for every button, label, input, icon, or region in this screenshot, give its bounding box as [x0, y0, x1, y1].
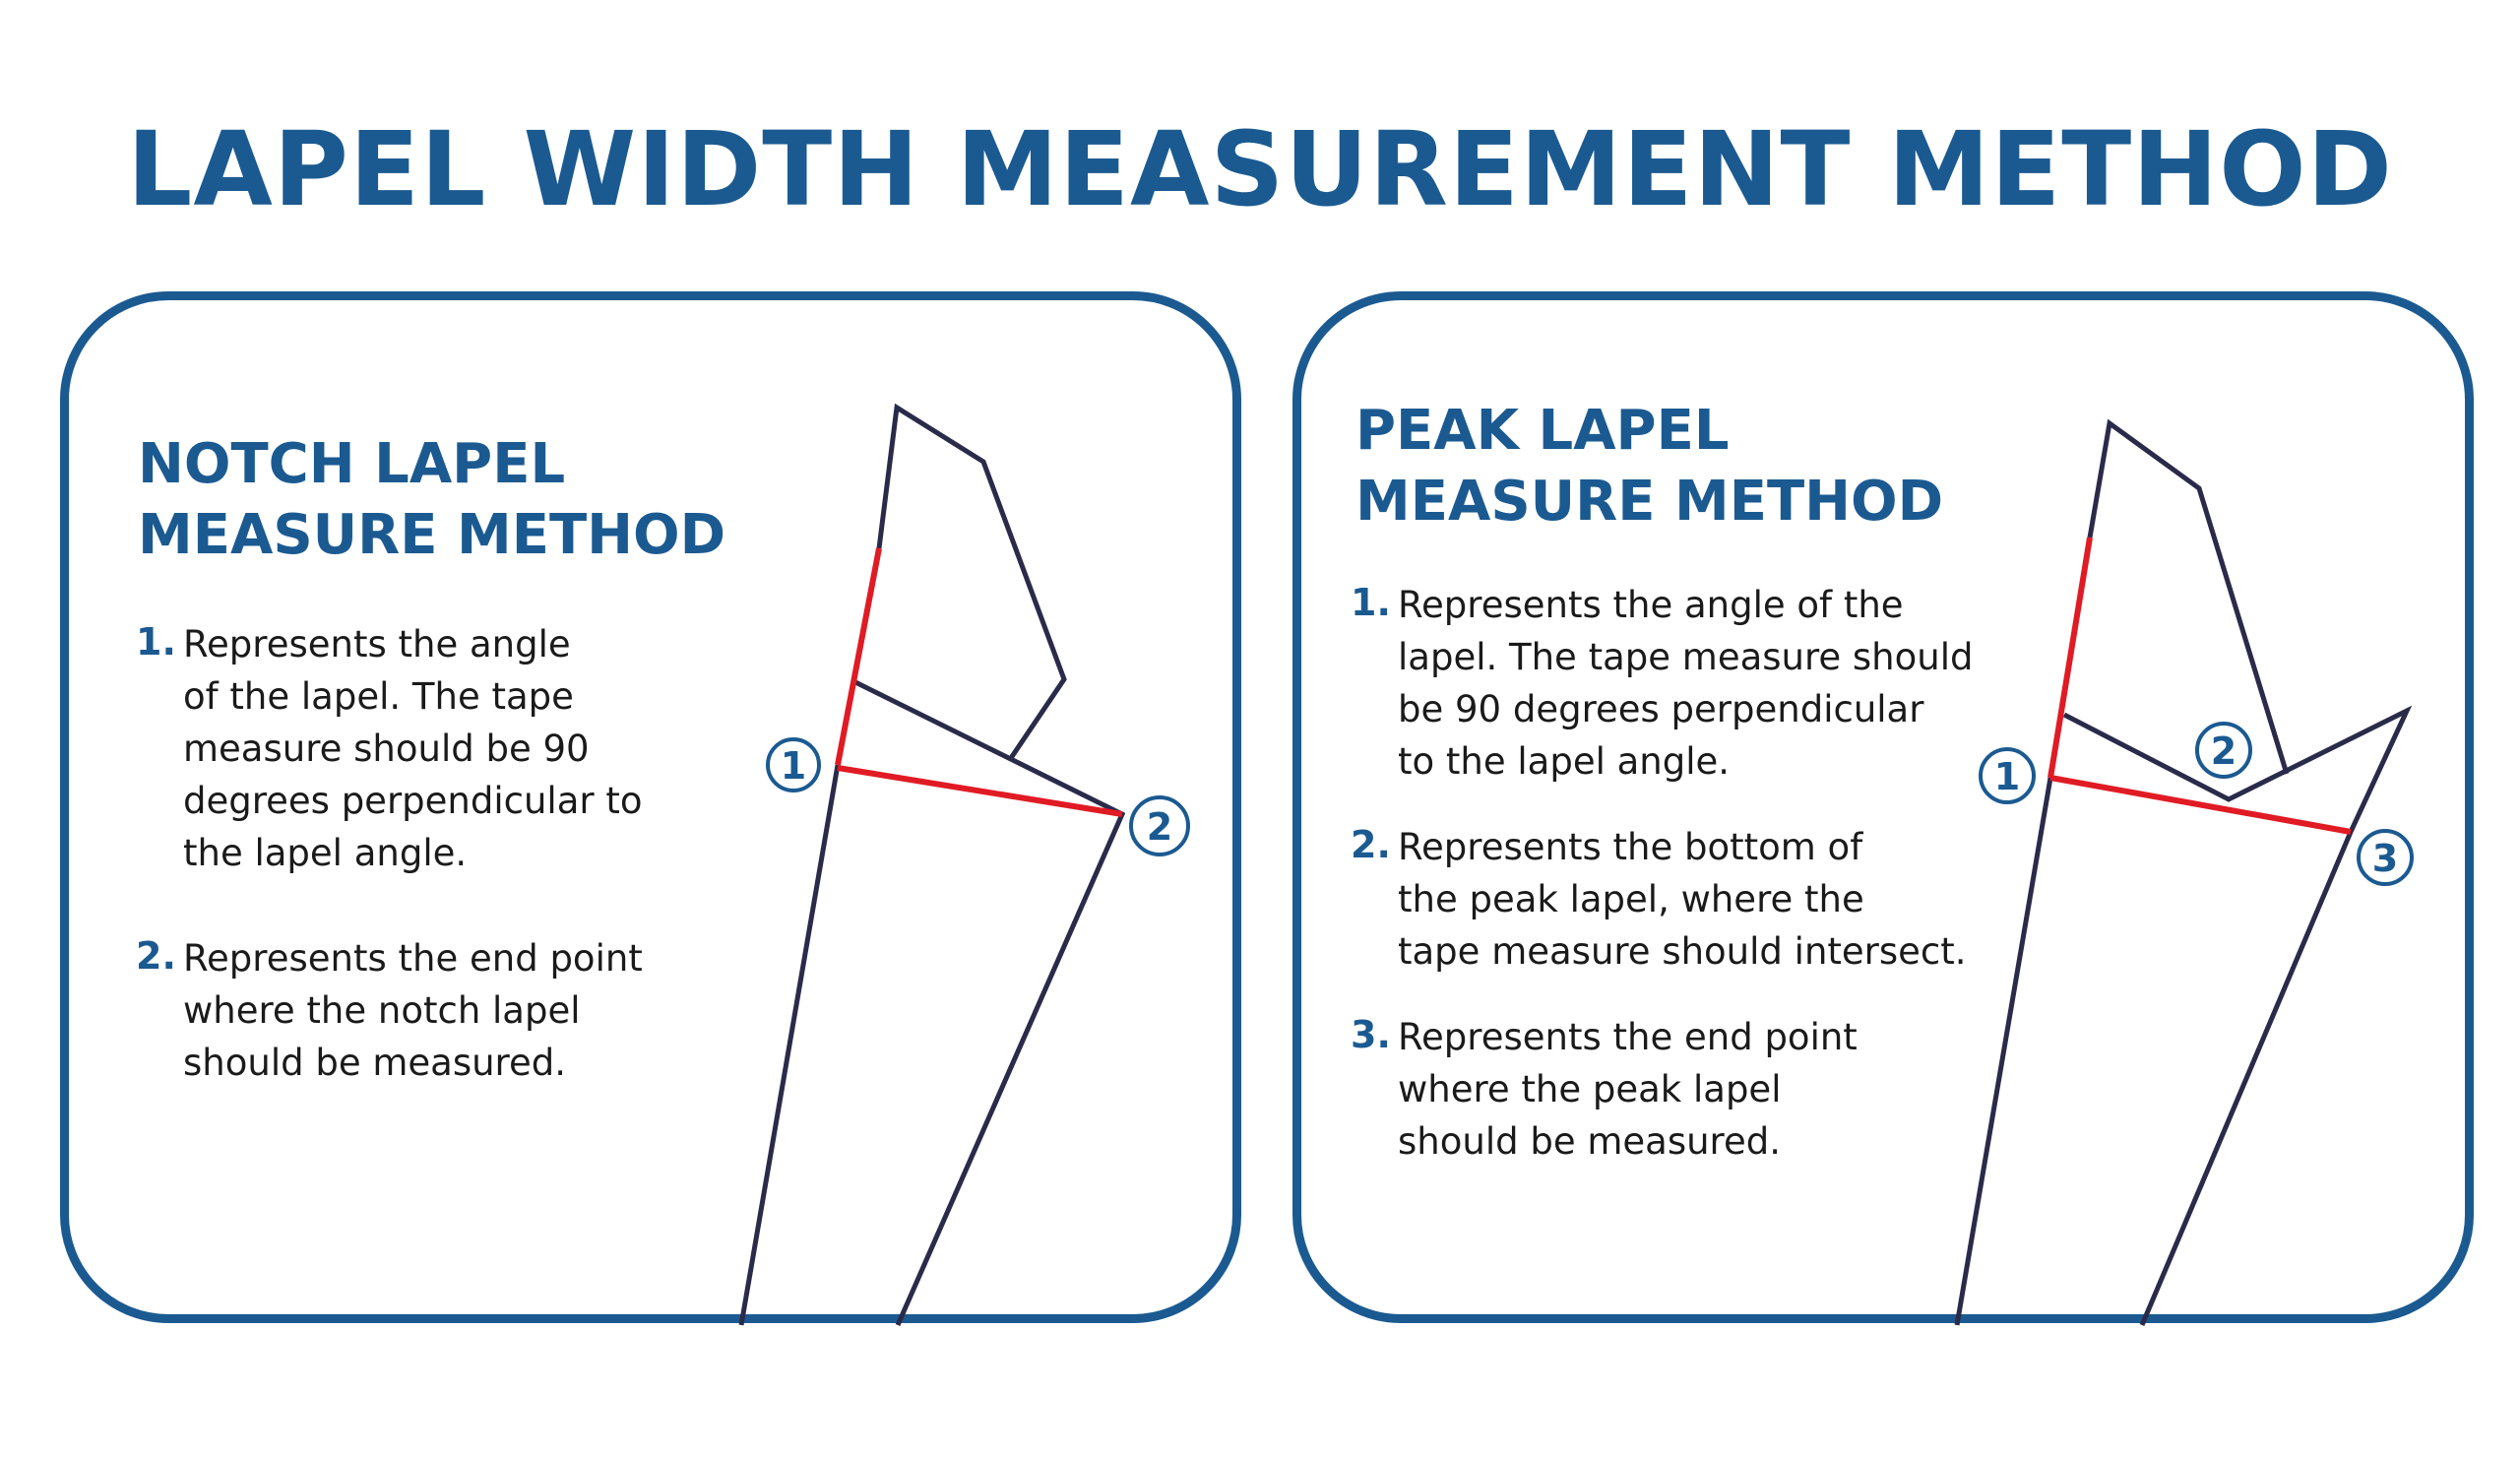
main-title: LAPEL WIDTH MEASUREMENT METHOD	[127, 109, 2393, 229]
notch-marker-2	[1131, 797, 1188, 855]
peak-lapel-front-edge	[1957, 778, 2050, 1325]
notch-step-1-line: degrees perpendicular to	[183, 780, 643, 822]
peak-step-1-number: 1.	[1351, 581, 1391, 624]
peak-heading-line-2: MEASURE METHOD	[1355, 470, 1944, 534]
notch-step-2-line: where the notch lapel	[183, 989, 581, 1032]
peak-step-2-number: 2.	[1351, 823, 1391, 866]
peak-step-3-line: where the peak lapel	[1398, 1068, 1782, 1110]
notch-step-1-line: the lapel angle.	[183, 832, 468, 874]
notch-heading-line-2: MEASURE METHOD	[138, 503, 726, 567]
peak-marker-2-label: 2	[2210, 729, 2237, 773]
peak-lapel-drawing	[1957, 423, 2407, 1325]
notch-step-2-line: should be measured.	[183, 1042, 566, 1084]
peak-step-1-line: to the lapel angle.	[1398, 740, 1731, 783]
peak-heading-line-1: PEAK LAPEL	[1355, 399, 1730, 463]
notch-lapel-front-edge	[741, 765, 838, 1325]
notch-lapel-drawing	[741, 408, 1122, 1325]
peak-step-2-line: tape measure should intersect.	[1398, 930, 1967, 973]
notch-lapel-angle-line	[838, 548, 879, 765]
notch-marker-1-label: 1	[780, 744, 807, 788]
peak-lapel-angle-line	[2050, 538, 2090, 778]
notch-step-1-line: measure should be 90	[183, 728, 590, 770]
peak-step-1-line: be 90 degrees perpendicular	[1398, 688, 1924, 730]
peak-step-3-line: should be measured.	[1398, 1120, 1781, 1163]
notch-marker-2-label: 2	[1146, 805, 1173, 849]
notch-step-1-line: Represents the angle	[183, 623, 571, 665]
notch-step-1-number: 1.	[136, 620, 176, 664]
peak-marker-1-label: 1	[1993, 755, 2021, 798]
peak-marker-3-label: 3	[2371, 837, 2399, 880]
peak-marker-2	[2197, 724, 2250, 777]
peak-step-2-line: Represents the bottom of	[1398, 826, 1863, 868]
peak-step-1-line: lapel. The tape measure should	[1398, 636, 1974, 678]
notch-step-2-number: 2.	[136, 934, 176, 978]
peak-lapel-outer-edge	[2090, 423, 2287, 774]
peak-measure-lines	[2050, 538, 2351, 832]
notch-step-1-line: of the lapel. The tape	[183, 675, 574, 718]
peak-step-3-line: Represents the end point	[1398, 1016, 1858, 1058]
peak-step-1-line: Represents the angle of the	[1398, 584, 1904, 626]
notch-marker-1	[768, 739, 819, 791]
peak-lapel-gorge-line	[2064, 711, 2407, 1325]
peak-step-3-number: 3.	[1351, 1013, 1391, 1056]
notch-measure-lines	[838, 548, 1122, 814]
peak-step-2-line: the peak lapel, where the	[1398, 878, 1864, 920]
peak-marker-3	[2359, 831, 2412, 884]
peak-marker-1	[1981, 749, 2034, 802]
notch-heading-line-1: NOTCH LAPEL	[138, 432, 566, 496]
notch-step-2-line: Represents the end point	[183, 937, 643, 980]
